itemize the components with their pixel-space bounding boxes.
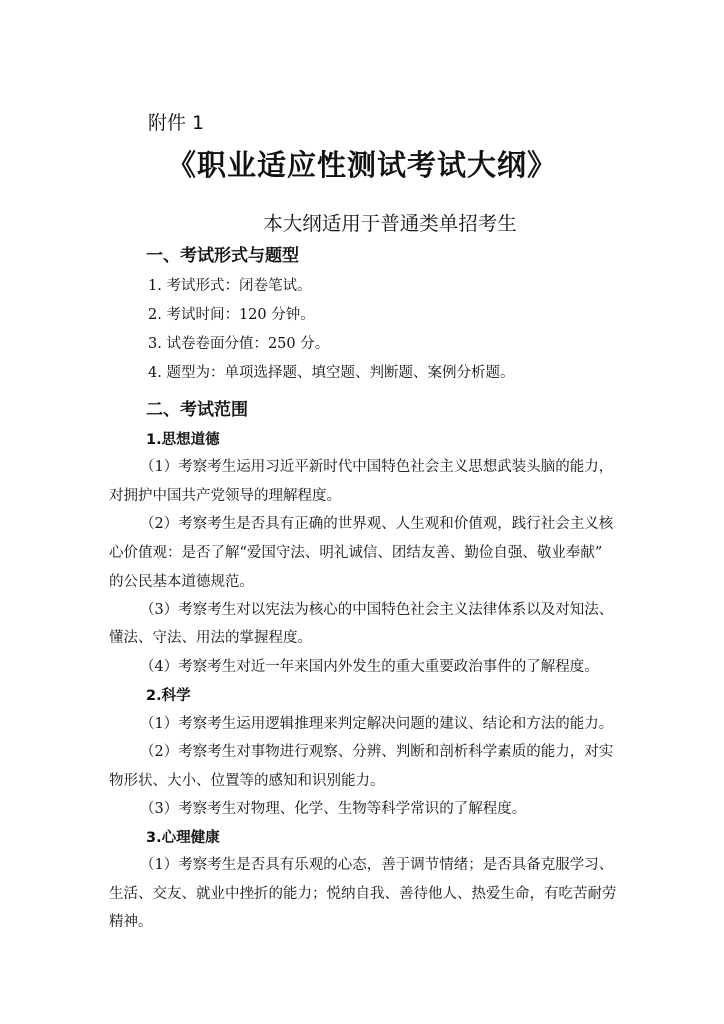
paragraph-line: 懂法、守法、用法的掌握程度。 [109,630,312,646]
subsection-heading-science: 2.科学 [146,688,191,704]
paragraph-line: （1）考察考生运用习近平新时代中国特色社会主义思想武装头脑的能力， [140,459,614,475]
paragraph-line: （1）考察考生是否具有乐观的心态，善于调节情绪；是否具备克服学习、 [140,857,614,873]
paragraph-line: 心价值观：是否了解“爱国守法、明礼诚信、团结友善、勤俭自强、敬业奉献” [109,545,603,561]
paragraph-line: 精神。 [109,914,153,930]
paragraph-line: （2）考察考生对事物进行观察、分辨、判断和剖析科学素质的能力，对实 [140,744,614,760]
paragraph-line: 的公民基本道德规范。 [109,574,254,590]
paragraph-line: 对拥护中国共产党领导的理解程度。 [109,488,341,504]
document-title: 《职业适应性测试考试大纲》 [166,148,557,182]
section-heading-exam-format: 一、考试形式与题型 [146,246,299,266]
paragraph-line: （4）考察考生对近一年来国内外发生的重大重要政治事件的了解程度。 [140,659,599,675]
paragraph-line: （1）考察考生运用逻辑推理来判定解决问题的建议、结论和方法的能力。 [140,716,614,732]
paragraph-line: （3）考察考生对以宪法为核心的中国特色社会主义法律体系以及对知法、 [140,602,614,618]
paragraph-line: （3）考察考生对物理、化学、生物等科学常识的了解程度。 [140,801,527,817]
exam-format-item: 1. 考试形式：闭卷笔试。 [148,278,312,294]
paragraph-line: 生活、交友、就业中挫折的能力；悦纳自我、善待他人、热爱生命，有吃苦耐劳 [109,886,617,902]
paragraph-line: 物形状、大小、位置等的感知和识别能力。 [109,773,385,789]
subsection-heading-mental-health: 3.心理健康 [146,830,220,846]
document-subtitle: 本大纲适用于普通类单招考生 [263,212,517,235]
subsection-heading-ideology: 1.思想道德 [146,432,220,448]
exam-format-item: 2. 考试时间：120 分钟。 [148,307,315,323]
section-heading-exam-scope: 二、考试范围 [146,400,248,420]
paragraph-line: （2）考察考生是否具有正确的世界观、人生观和价值观，践行社会主义核 [140,516,614,532]
exam-format-item: 4. 题型为：单项选择题、填空题、判断题、案例分析题。 [148,365,515,381]
exam-format-item: 3. 试卷卷面分值：250 分。 [148,336,330,352]
attachment-label: 附件 1 [148,112,205,134]
